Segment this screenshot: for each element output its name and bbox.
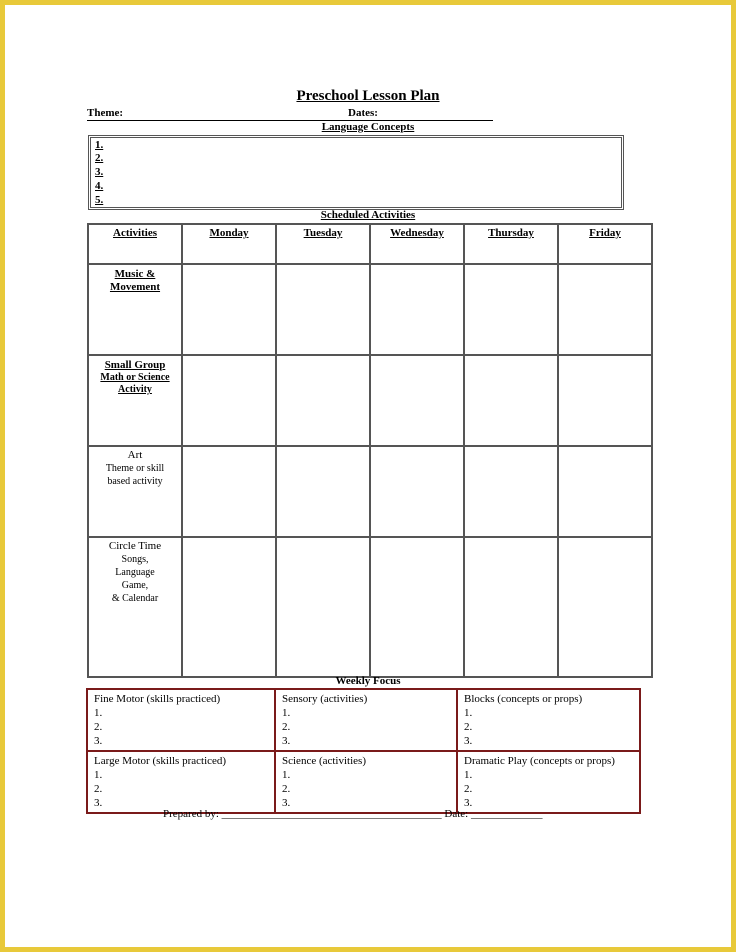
- activity-small-group: [88, 355, 182, 446]
- activity-music-movement: [88, 264, 182, 355]
- list-item: 3.: [464, 797, 473, 809]
- focus-fine-motor[interactable]: [87, 689, 275, 751]
- list-item: 3.: [282, 735, 291, 747]
- table-row: [88, 355, 652, 446]
- focus-large-motor[interactable]: [87, 751, 275, 813]
- schedule-cell[interactable]: [464, 537, 558, 677]
- activity-title: Small Group: [104, 359, 166, 371]
- activity-line: Movement: [109, 281, 161, 293]
- focus-title: Science (activities): [282, 755, 366, 767]
- schedule-cell[interactable]: [370, 355, 464, 446]
- schedule-cell[interactable]: [370, 537, 464, 677]
- schedule-cell[interactable]: [464, 264, 558, 355]
- schedule-table: [87, 223, 653, 678]
- focus-title: Large Motor (skills practiced): [94, 755, 227, 767]
- list-item: 2.: [94, 783, 103, 795]
- schedule-cell[interactable]: [182, 264, 276, 355]
- list-item: 2.: [282, 783, 291, 795]
- header-wednesday: Wednesday: [370, 224, 464, 264]
- schedule-cell[interactable]: [370, 446, 464, 537]
- list-item: 1.: [464, 769, 473, 781]
- weekly-focus-heading: Weekly Focus: [335, 675, 401, 687]
- list-item: 1.: [464, 707, 473, 719]
- theme-label: Theme:: [87, 107, 124, 119]
- list-item: 3.: [464, 735, 473, 747]
- activity-line: Math or Science: [100, 372, 170, 383]
- table-row: [88, 446, 652, 537]
- list-item: 1.: [94, 769, 103, 781]
- table-row: [87, 751, 640, 813]
- activity-line: Language: [115, 567, 155, 578]
- language-item-3: 3.: [95, 166, 104, 178]
- list-item: 3.: [94, 735, 103, 747]
- list-item: 1.: [282, 769, 291, 781]
- schedule-cell[interactable]: [276, 355, 370, 446]
- focus-title: Blocks (concepts or props): [464, 693, 583, 705]
- list-item: 2.: [464, 721, 473, 733]
- schedule-cell[interactable]: [370, 264, 464, 355]
- language-concepts-box: [88, 135, 624, 210]
- schedule-cell[interactable]: [182, 355, 276, 446]
- language-item-1: 1.: [95, 139, 104, 151]
- activity-line: Game,: [121, 580, 149, 591]
- schedule-cell[interactable]: [276, 537, 370, 677]
- dates-label: Dates:: [348, 107, 378, 119]
- list-item: 3.: [282, 797, 291, 809]
- list-item: 1.: [282, 707, 291, 719]
- schedule-cell[interactable]: [558, 355, 652, 446]
- list-item: 3.: [94, 797, 103, 809]
- focus-dramatic-play[interactable]: [457, 751, 640, 813]
- theme-dates-line: [87, 107, 493, 121]
- schedule-cell[interactable]: [464, 446, 558, 537]
- focus-title: Fine Motor (skills practiced): [94, 693, 221, 705]
- schedule-cell[interactable]: [464, 355, 558, 446]
- activity-circle-time: [88, 537, 182, 677]
- header-activities: Activities: [88, 224, 182, 264]
- list-item: 1.: [94, 707, 103, 719]
- language-item-5: 5.: [95, 194, 104, 206]
- schedule-cell[interactable]: [182, 446, 276, 537]
- activity-title: Music &: [114, 268, 156, 280]
- table-row: [88, 264, 652, 355]
- schedule-cell[interactable]: [276, 264, 370, 355]
- language-concepts-heading: Language Concepts: [321, 121, 415, 133]
- weekly-focus-table: [86, 688, 641, 814]
- focus-title: Sensory (activities): [282, 693, 368, 705]
- activity-line: Theme or skill: [105, 463, 165, 474]
- activity-line: & Calendar: [111, 593, 159, 604]
- schedule-header-row: [88, 224, 652, 264]
- focus-title: Dramatic Play (concepts or props): [464, 755, 615, 767]
- activity-title: Circle Time: [108, 540, 162, 552]
- activity-line: based activity: [107, 476, 163, 487]
- focus-science[interactable]: [275, 751, 457, 813]
- focus-blocks[interactable]: [457, 689, 640, 751]
- list-item: 2.: [282, 721, 291, 733]
- activity-art: [88, 446, 182, 537]
- header-thursday: Thursday: [464, 224, 558, 264]
- focus-sensory[interactable]: [275, 689, 457, 751]
- prepared-by-line: Prepared by: ________________________________________ Date: _____________: [163, 808, 543, 820]
- language-item-4: 4.: [95, 180, 104, 192]
- activity-line: Songs,: [121, 554, 149, 565]
- header-monday: Monday: [182, 224, 276, 264]
- scheduled-activities-heading: Scheduled Activities: [320, 209, 416, 221]
- language-item-2: 2.: [95, 152, 104, 164]
- table-row: [87, 689, 640, 751]
- activity-line: Activity: [118, 384, 152, 395]
- activity-title: Art: [127, 449, 143, 461]
- list-item: 2.: [464, 783, 473, 795]
- schedule-cell[interactable]: [558, 446, 652, 537]
- table-row: [88, 537, 652, 677]
- list-item: 2.: [94, 721, 103, 733]
- header-friday: Friday: [558, 224, 652, 264]
- schedule-cell[interactable]: [276, 446, 370, 537]
- schedule-cell[interactable]: [558, 264, 652, 355]
- schedule-cell[interactable]: [558, 537, 652, 677]
- header-tuesday: Tuesday: [276, 224, 370, 264]
- schedule-cell[interactable]: [182, 537, 276, 677]
- page-title: Preschool Lesson Plan: [296, 88, 440, 104]
